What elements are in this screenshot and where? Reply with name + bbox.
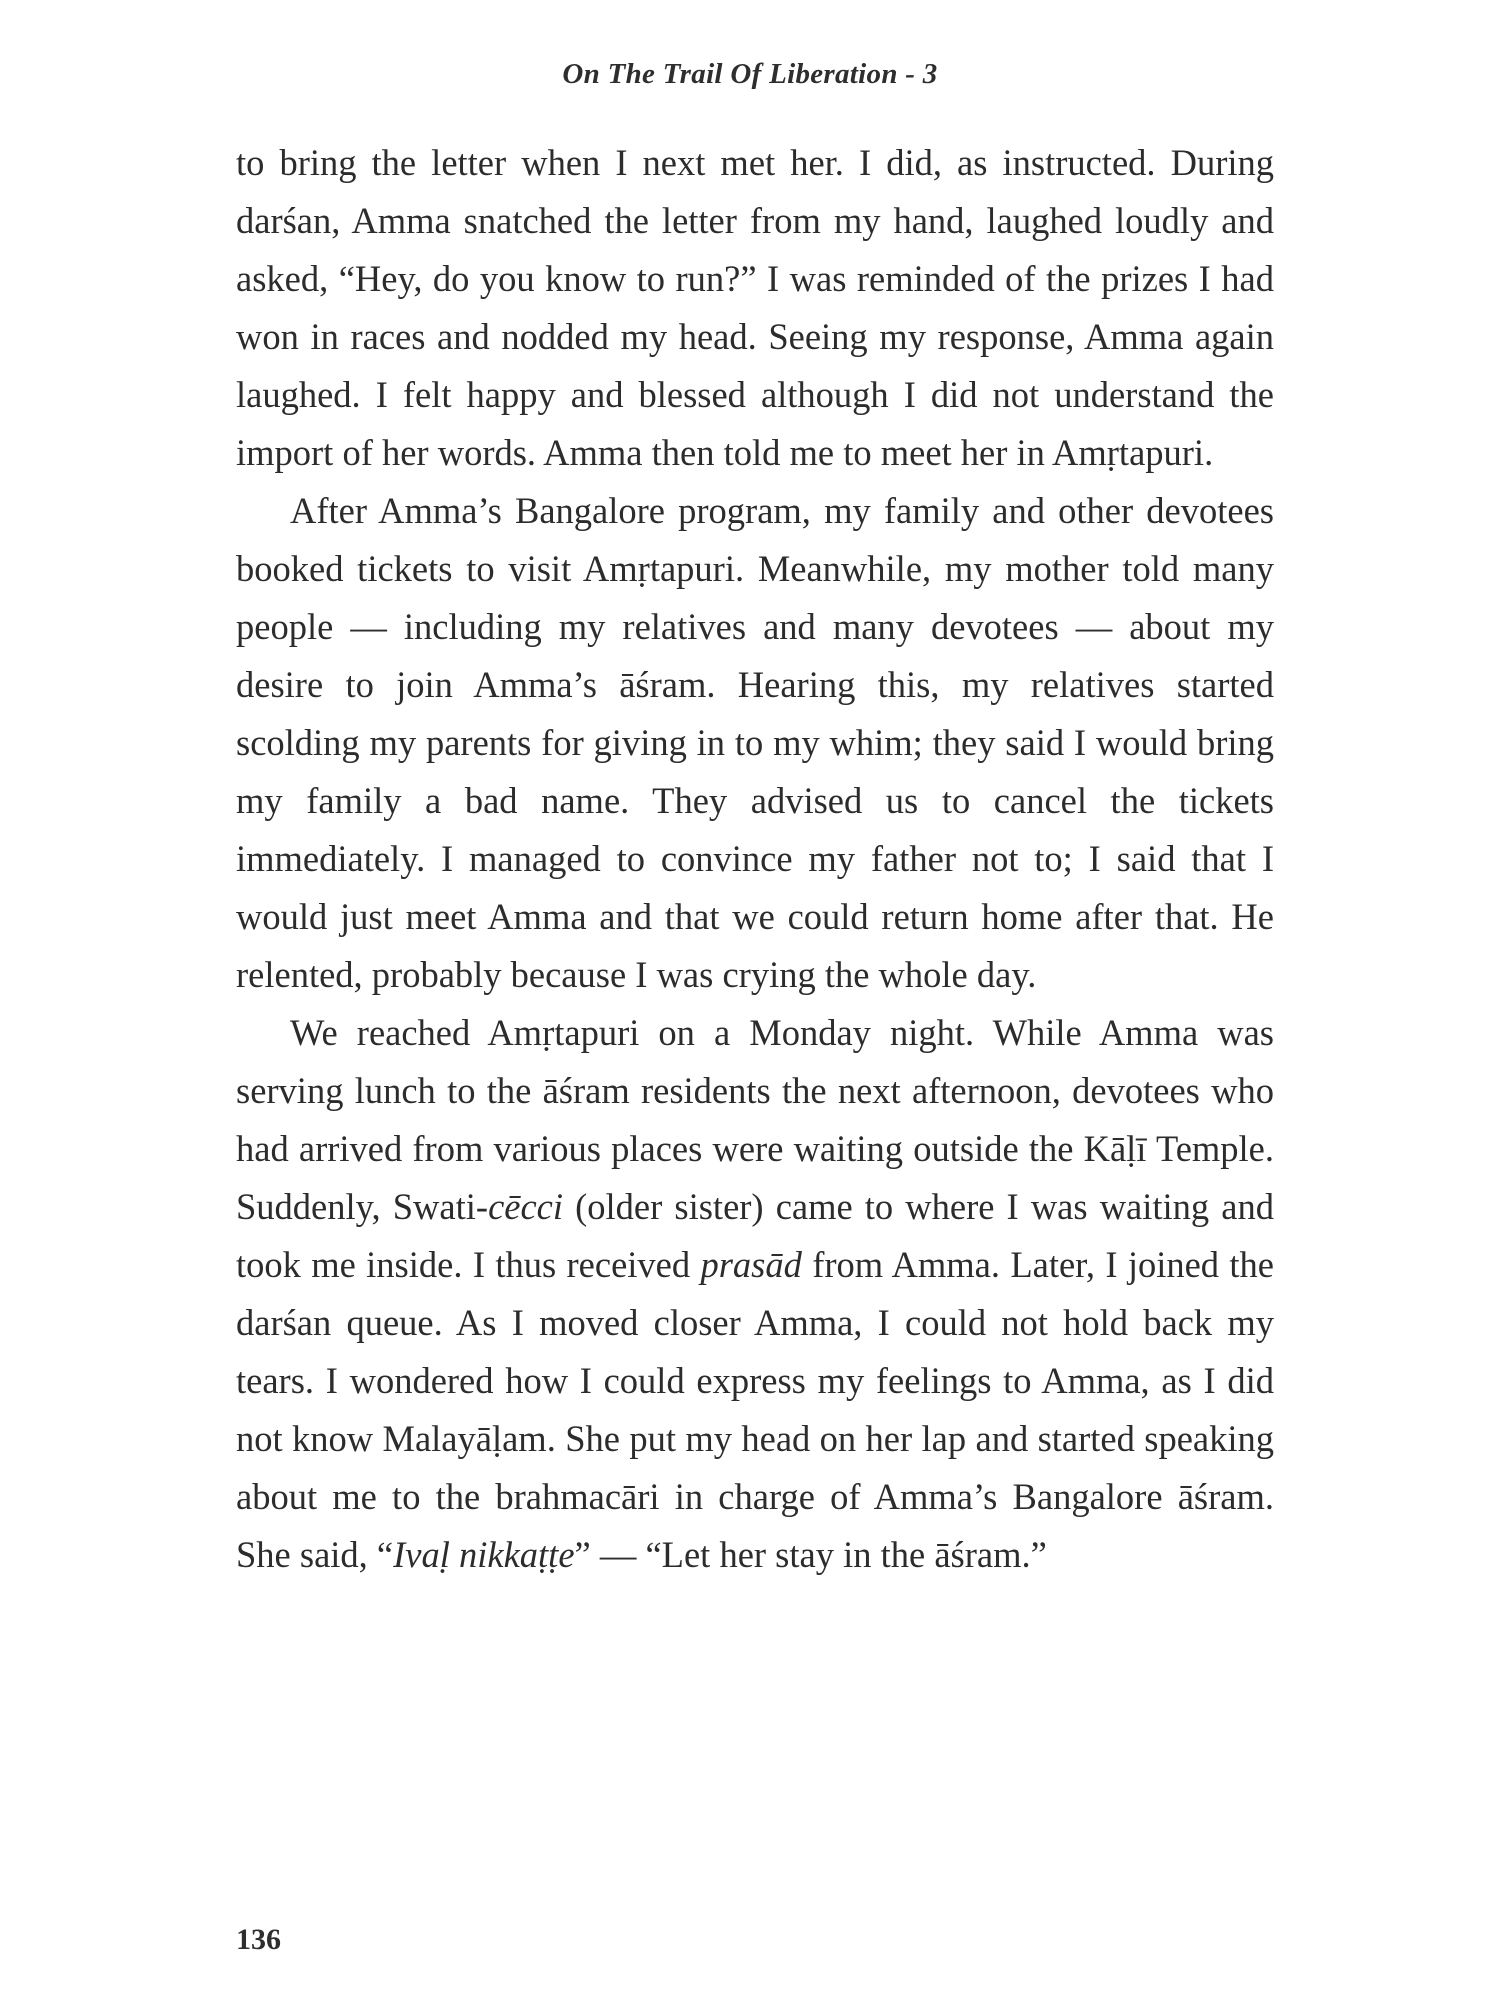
paragraph-text: from Amma. Later, I joined the darśan queue. As I moved closer Amma, I could not hold back my tears. I wondered how I could express my feelings to Amma, as I did not know Malayāḷam. She put my head on her lap and started speaking about me to the brahmacāri in charge of Amma’s Bangalore āśram. She said, “ bbox=[236, 1244, 1274, 1575]
running-head: On The Trail Of Liberation - 3 bbox=[562, 58, 938, 90]
paragraph bbox=[236, 1004, 1274, 1584]
body-text bbox=[236, 134, 1274, 1584]
paragraph-text: to bring the letter when I next met her. I did, as instructed. During darśan, Amma snatched the letter from my hand, laughed loudly and asked, “Hey, do you know to run?” I was reminded of the prizes I had won in races and nodded my head. Seeing my response, Amma again laughed. I felt happy and blessed although I did not understand the import of her words. Amma then told me to meet her in Amṛtapuri. bbox=[236, 142, 1274, 473]
paragraph-text: ” — “Let her stay in the āśram.” bbox=[574, 1534, 1047, 1575]
paragraph-text: (older sister) came to where I was waiting and took me inside. I thus received bbox=[236, 1186, 1274, 1285]
italic-quote: Ivaḷ nikkaṭṭe bbox=[393, 1534, 575, 1575]
paragraph bbox=[236, 482, 1274, 1004]
paragraph-text: After Amma’s Bangalore program, my family and other devotees booked tickets to visit Amṛtapuri. Meanwhile, my mother told many people — including my relatives and many devotees — about my desire to join Amma’s āśram. Hearing this, my relatives started scolding my parents for giving in to my whim; they said I would bring my family a bad name. They advised us to cancel the tickets immediately. I managed to convince my father not to; I said that I would just meet Amma and that we could return home after that. He relented, probably because I was crying the whole day. bbox=[236, 490, 1274, 995]
italic-term: cēcci bbox=[488, 1186, 564, 1227]
paragraph-text: We reached Amṛtapuri on a Monday night. While Amma was serving lunch to the āśram residents the next afternoon, devotees who had arrived from various places were waiting outside the Kāḷī Temple. Suddenly, Swati- bbox=[236, 1012, 1274, 1227]
italic-term: prasād bbox=[700, 1244, 802, 1285]
paragraph bbox=[236, 134, 1274, 482]
page-number: 136 bbox=[236, 1923, 281, 1956]
